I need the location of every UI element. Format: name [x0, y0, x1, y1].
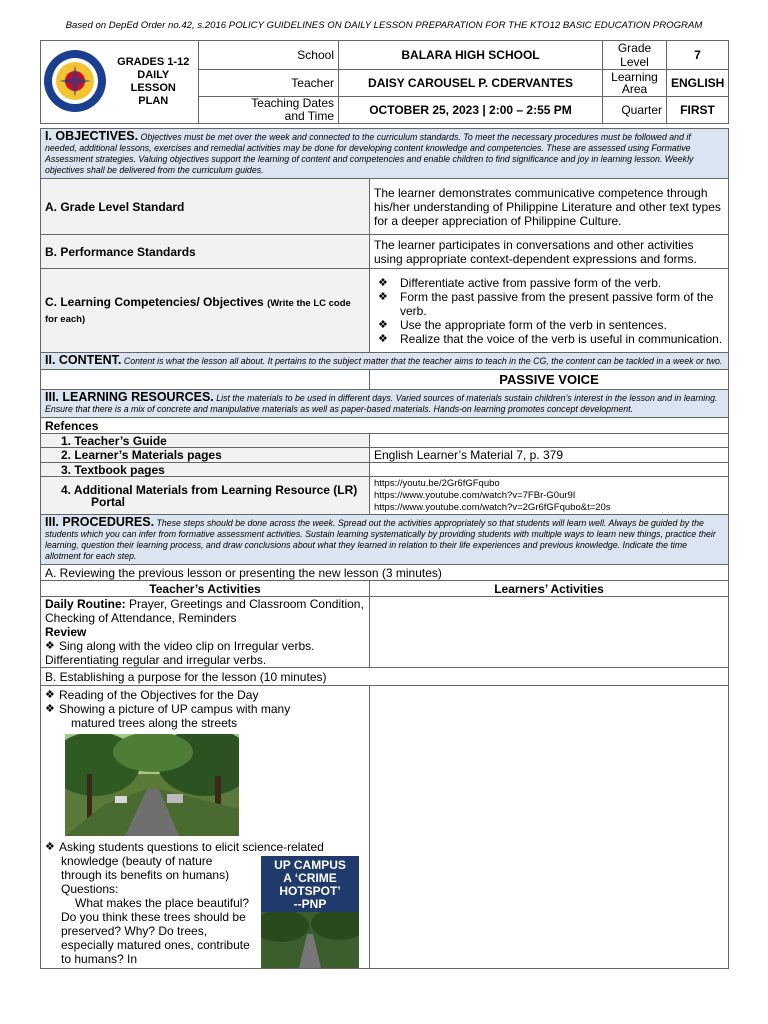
review-label: Review — [45, 625, 87, 639]
deped-seal-icon — [42, 48, 108, 114]
competencies-list — [370, 269, 729, 353]
performance-standards-text: The learner participates in conversations and other activities using appropriate context-dependent expressions and forms. — [370, 235, 729, 269]
questions-context: knowledge (beauty of nature through its benefits on humans) — [61, 854, 230, 882]
diamond-bullet-icon: ❖ — [45, 640, 55, 652]
teachers-guide-label: 1. Teacher’s Guide — [41, 434, 370, 448]
policy-note: Based on DepEd Order no.42, s.2016 POLICY GUIDELINES ON DAILY LESSON PREPARATION FOR THE KTO12 BASIC EDUCATION PROGRAM — [65, 20, 703, 31]
teacher-label: Teacher — [199, 70, 339, 97]
resources-header — [41, 390, 729, 418]
dlp-title — [109, 41, 199, 124]
competency-item: ❖ Use the appropriate form of the verb in sentences. — [374, 318, 724, 332]
lesson-text: LESSON — [130, 82, 176, 94]
content-header — [41, 353, 729, 370]
grade-level-value: 7 — [667, 41, 729, 70]
procedure-a-learners — [370, 597, 729, 668]
teacher-value: DAISY CAROUSEL P. CDERVANTES — [339, 70, 603, 97]
procedure-a-teacher — [41, 597, 370, 668]
diamond-bullet-icon: ❖ — [45, 841, 55, 853]
textbook-pages-label: 3. Textbook pages — [41, 463, 370, 477]
header-table — [40, 40, 729, 124]
plan-text: PLAN — [138, 95, 169, 107]
up-campus-trees-photo — [65, 734, 239, 836]
performance-standards-label: B. Performance Standards — [41, 235, 370, 269]
procedure-b-learners — [370, 686, 729, 969]
review-text: Differentiating regular and irregular verbs. — [45, 653, 267, 667]
quarter-value: FIRST — [667, 97, 729, 124]
review-item: Sing along with the video clip on Irregular verbs. — [59, 639, 315, 653]
resource-link[interactable]: https://youtu.be/2Gr6fGFqubo — [374, 477, 500, 489]
learners-materials-value: English Learner’s Material 7, p. 379 — [370, 448, 729, 463]
grade-level-standard-label: A. Grade Level Standard — [41, 179, 370, 235]
content-title: II. CONTENT. — [45, 353, 122, 367]
resources-title: III. LEARNING RESOURCES. — [45, 390, 214, 404]
daily-routine-text: Prayer, Greetings and Classroom Condition, Checking of Attendance, Reminders — [45, 597, 364, 625]
competency-item: ❖ Form the past passive from the present passive form of the verb. — [374, 290, 724, 318]
teacher-activities-header: Teacher’s Activities — [41, 581, 370, 597]
crime-hotspot-poster: UP CAMPUS A ‘CRIME HOTSPOT’ --PNP — [261, 856, 359, 968]
resources-desc: List the materials to be used in different days. Varied sources of materials sustain children’s interest in the lesson and in learning. Ensure that there is a mix of concrete and manipulative materials as well as paper-based materials. Hands-on learning promotes concept development. — [45, 393, 718, 414]
daily-text: DAILY — [137, 69, 170, 81]
deped-seal — [41, 41, 109, 124]
objectives-desc: Objectives must be met over the week and connected to the curriculum standards. To meet the necessary procedures must be followed and if needed, additional lessons, exercises and remedial activities may be done for developing content knowledge and competencies. These are assessed using Formative Assessment strategies. Valuing objectives support the learning of content and competencies and enable children to find significance and joy in learning lesson. Weekly objectives shall be delivered from the curriculum guides. — [45, 132, 694, 175]
competency-item: ❖ Differentiate active from passive form of the verb. — [374, 276, 724, 290]
picture-item-cont: matured trees along the streets — [71, 716, 238, 730]
additional-materials-label: 4. Additional Materials from Learning Resource (LR) Portal — [41, 477, 370, 515]
learner-activities-header: Learners’ Activities — [370, 581, 729, 597]
competency-item: ❖ Realize that the voice of the verb is useful in communication. — [374, 332, 724, 346]
lesson-plan-table — [40, 128, 729, 969]
daily-routine-label: Daily Routine: — [45, 597, 126, 611]
textbook-pages-value — [370, 463, 729, 477]
school-value: BALARA HIGH SCHOOL — [339, 41, 603, 70]
competencies-label: C. Learning Competencies/ Objectives (Write the LC code for each) — [41, 269, 370, 353]
questions-text: What makes the place beautiful? Do you think these trees should be preserved? Why? Do trees, especially matured ones, contribute to humans? In — [61, 896, 250, 966]
content-blank — [41, 370, 370, 390]
content-topic: PASSIVE VOICE — [370, 370, 729, 390]
grade-level-label: Grade Level — [603, 41, 667, 70]
objectives-title: I. OBJECTIVES. — [45, 129, 139, 143]
picture-item: Showing a picture of UP campus with many — [59, 702, 291, 716]
dates-label: Teaching Dates and Time — [199, 97, 339, 124]
school-label: School — [199, 41, 339, 70]
poster-trees-image — [261, 912, 359, 968]
references-label: Refences — [41, 418, 729, 434]
objectives-header — [41, 129, 729, 179]
procedures-header — [41, 515, 729, 565]
procedure-b-heading: B. Establishing a purpose for the lesson (10 minutes) — [41, 668, 729, 686]
dates-value: OCTOBER 25, 2023 | 2:00 – 2:55 PM — [339, 97, 603, 124]
additional-materials-links — [370, 477, 729, 515]
diamond-bullet-icon: ❖ — [45, 689, 55, 701]
procedures-title: III. PROCEDURES. — [45, 515, 155, 529]
procedures-desc: These steps should be done across the week. Spread out the activities appropriately so that students will learn well. Always be guided by the students which you can infer from formative assessment activities. Sustain learning systematically by providing students with multiple ways to learn new things, practice their learning, question their learning process, and draw conclusions about what they learned in relation to their life experiences and previous knowledge. Indicate the time allotment for each step. — [45, 518, 716, 561]
quarter-label: Quarter — [603, 97, 667, 124]
grades-text: GRADES 1-12 — [117, 56, 190, 68]
content-desc: Content is what the lesson all about. It pertains to the subject matter that the teacher aims to teach in the CG, the content can be tackled in a week or two. — [123, 356, 723, 366]
teachers-guide-value — [370, 434, 729, 448]
grade-level-standard-text: The learner demonstrates communicative competence through his/her understanding of Philippine Literature and other text types for a deeper appreciation of Philippine Culture. — [370, 179, 729, 235]
learners-materials-label: 2. Learner’s Materials pages — [41, 448, 370, 463]
questions-label: Questions: — [61, 882, 119, 896]
resource-link[interactable]: https://www.youtube.com/watch?v=2Gr6fGFqubo&t=20s — [374, 501, 611, 513]
resource-link[interactable]: https://www.youtube.com/watch?v=7FBr-G0ur9I — [374, 489, 576, 501]
objectives-reading-item: Reading of the Objectives for the Day — [59, 688, 259, 702]
procedure-b-teacher — [41, 686, 370, 969]
diamond-bullet-icon: ❖ — [45, 703, 55, 715]
procedure-a-heading: A. Reviewing the previous lesson or presenting the new lesson (3 minutes) — [41, 565, 729, 581]
questions-item: Asking students questions to elicit science-related — [59, 840, 324, 854]
learning-area-label: Learning Area — [603, 70, 667, 97]
learning-area-value: ENGLISH — [667, 70, 729, 97]
